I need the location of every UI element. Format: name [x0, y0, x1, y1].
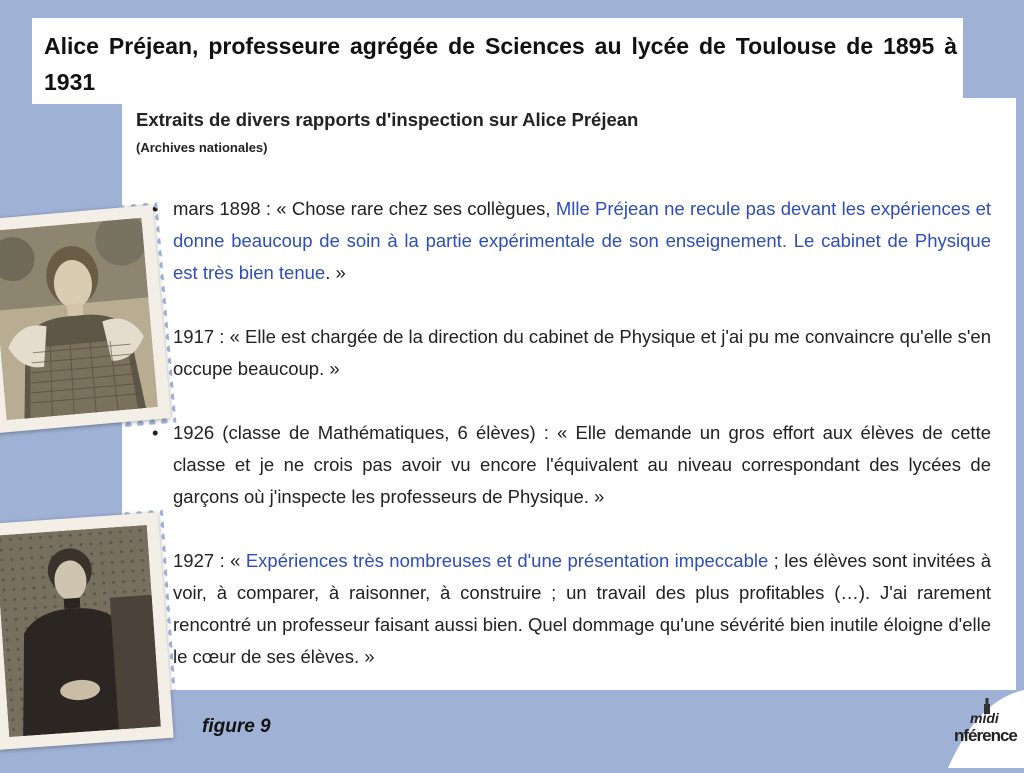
source-note: (Archives nationales) — [136, 140, 268, 155]
report-item-1898 — [173, 193, 991, 289]
report-text: 1927 : « — [173, 550, 246, 571]
report-item-1926 — [173, 417, 991, 513]
report-text: ; les élèves sont invitées à voir, à comparer, à raisonner, à construire ; un travail des plus profitables (…). J'ai rarement rencontré un professeur faisant aussi bien. Quel dommage qu'une sévérité bien inutile éloigne d'elle le cœur de ses élèves. » — [173, 550, 991, 667]
portrait-image — [0, 525, 161, 737]
portrait-image — [0, 218, 158, 421]
report-item-1917 — [173, 321, 991, 385]
report-list — [173, 193, 991, 673]
report-highlight: Expériences très nombreuses et d'une présentation impeccable — [245, 550, 769, 571]
photo-young-woman — [0, 205, 171, 434]
figure-label: figure 9 — [202, 716, 271, 737]
report-item-1927 — [173, 545, 991, 673]
logo-line2: nférence — [954, 726, 1017, 745]
report-text: 1917 : « Elle est chargée de la direction du cabinet de Physique et j'ai pu me convaincre qu'elle s'en occupe beaucoup. » — [173, 326, 991, 379]
report-text: 1926 (classe de Mathématiques, 6 élèves) : « Elle demande un gros effort aux élèves de cette classe et je ne crois pas avoir vu encore l'équivalent au niveau correspondant des lycées de garçons où j'inspecte les professeurs de Physique. » — [173, 422, 991, 507]
content-panel — [122, 98, 1016, 690]
logo-line1: midi — [970, 710, 999, 726]
section-subtitle: Extraits de divers rapports d'inspection sur Alice Préjean — [136, 109, 639, 130]
midi-inference-logo — [948, 690, 1024, 768]
photo-seated-woman — [0, 512, 174, 750]
page-title: Alice Préjean, professeure agrégée de Sciences au lycée de Toulouse de 1895 à 1931 — [44, 33, 957, 95]
report-highlight: Mlle Préjean ne recule pas devant les expériences et donne beaucoup de soin à la partie expérimentale de son enseignement. Le cabinet de Physique est très bien tenue — [173, 198, 992, 283]
report-text: mars 1898 : « Chose rare chez ses collègues, — [173, 198, 556, 219]
title-box — [32, 18, 963, 104]
report-text: . » — [325, 262, 346, 283]
